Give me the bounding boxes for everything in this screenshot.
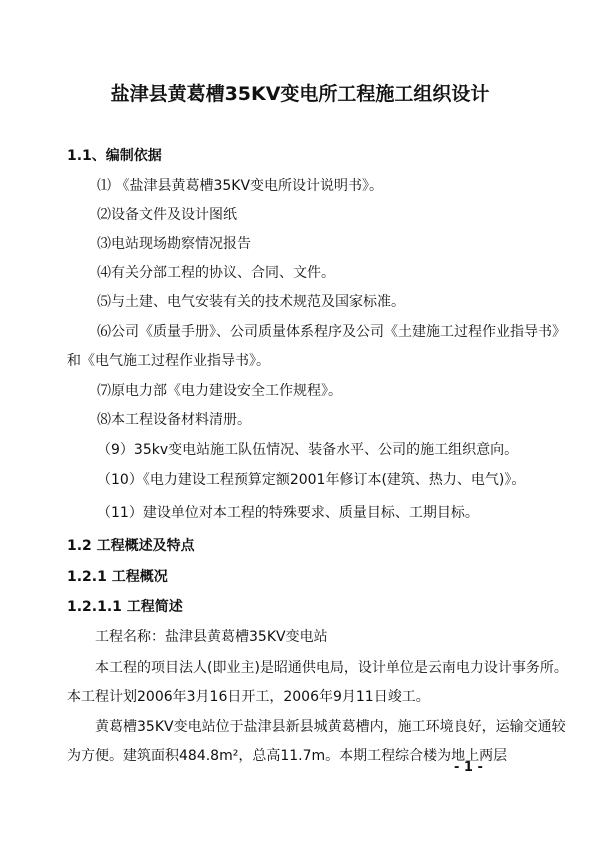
section-heading-1-2: 1.2 工程概述及特点 [67, 538, 195, 554]
body-paragraph-location: 黄葛槽35KV变电站位于盐津县新县城黄葛槽内，施工环境良好，运输交通较 [95, 719, 566, 735]
basis-item-11: （11）建设单位对本工程的特殊要求、质量目标、工期目标。 [97, 505, 479, 521]
basis-item-4: ⑷有关分部工程的协议、合同、文件。 [97, 265, 335, 281]
document-title: 盐津县黄葛槽35KV变电所工程施工组织设计 [110, 83, 490, 105]
section-heading-1-2-1-1: 1.2.1.1 工程简述 [67, 599, 183, 615]
basis-item-1: ⑴ 《盐津县黄葛槽35KV变电所设计说明书》。 [97, 178, 384, 194]
basis-item-6: ⑹公司《质量手册》、公司质量体系程序及公司《土建施工过程作业指导书》 [97, 324, 566, 340]
body-paragraph-owner: 本工程的项目法人(即业主)是昭通供电局，设计单位是云南电力设计事务所。 [95, 660, 568, 676]
page-number: - 1 - [454, 760, 483, 775]
basis-item-10: （10）《电力建设工程预算定额2001年修订本(建筑、热力、电气)》。 [97, 472, 526, 488]
basis-item-2: ⑵设备文件及设计图纸 [97, 207, 237, 223]
basis-item-9: （9）35kv变电站施工队伍情况、装备水平、公司的施工组织意向。 [97, 442, 519, 458]
basis-item-5: ⑸与土建、电气安装有关的技术规范及国家标准。 [97, 294, 405, 310]
basis-item-8: ⑻本工程设备材料清册。 [97, 412, 251, 428]
section-heading-1-1: 1.1、编制依据 [67, 148, 162, 164]
basis-item-7: ⑺原电力部《电力建设安全工作规程》。 [97, 383, 342, 399]
body-paragraph-schedule: 本工程计划2006年3月16日开工，2006年9月11日竣工。 [67, 689, 430, 705]
body-paragraph-project-name: 工程名称：盐津县黄葛槽35KV变电站 [95, 629, 328, 645]
body-paragraph-building: 为方便。建筑面积484.8m²，总高11.7m。本期工程综合楼为地上两层 [67, 748, 508, 764]
basis-item-6-continuation: 和《电气施工过程作业指导书》。 [67, 353, 270, 369]
basis-item-3: ⑶电站现场勘察情况报告 [97, 236, 251, 252]
section-heading-1-2-1: 1.2.1 工程概况 [67, 569, 168, 585]
